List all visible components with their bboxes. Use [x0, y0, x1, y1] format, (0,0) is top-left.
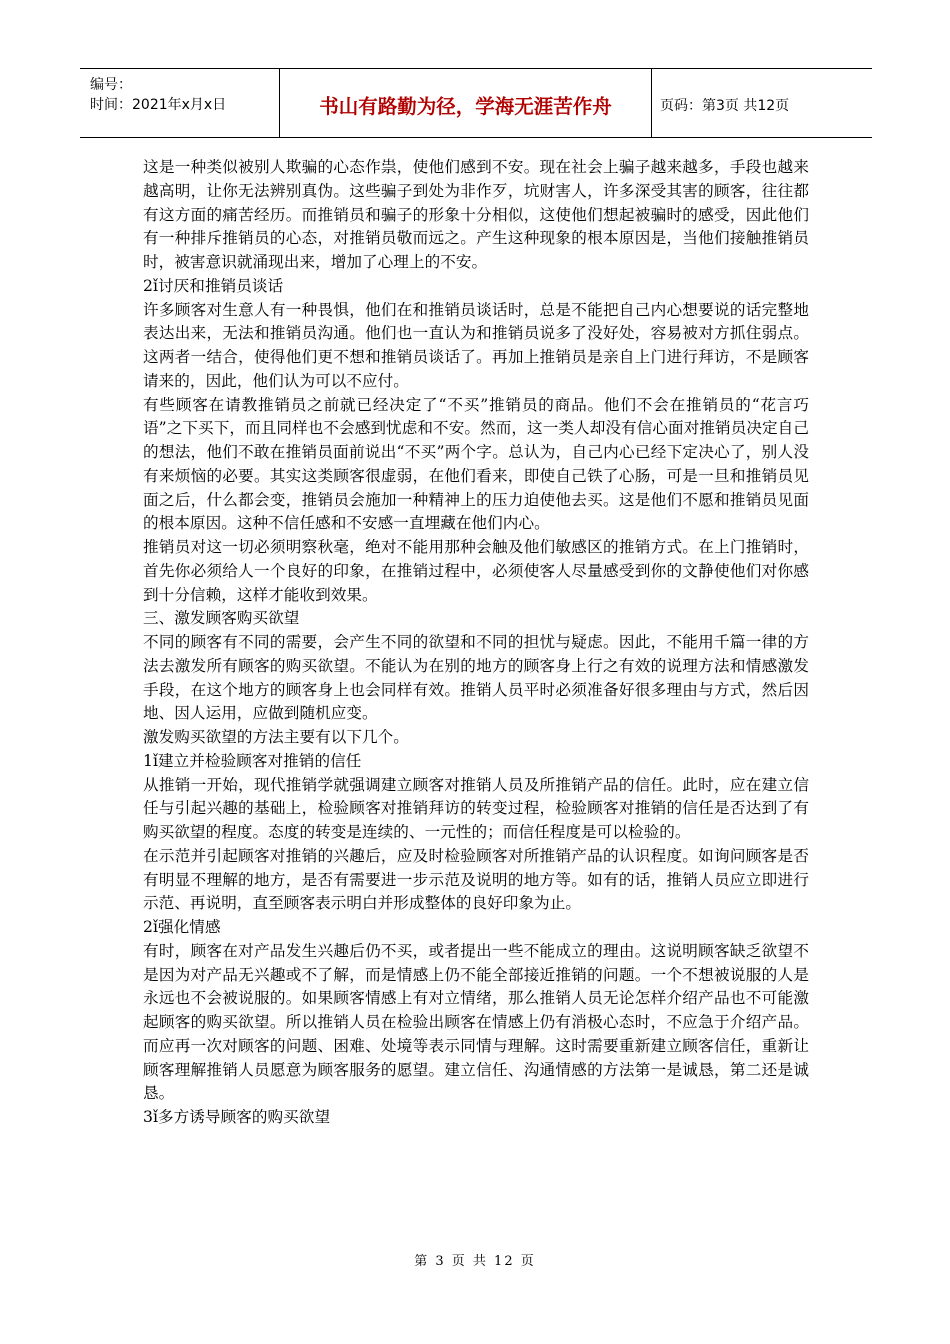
paragraph: 在示范并引起顾客对推销的兴趣后，应及时检验顾客对所推销产品的认识程度。如询问顾客是否有明显不理解的地方，是否有需要进一步示范及说明的地方等。如有的话，推销人员应立即进行示范、再说明，直至顾客表示明白并形成整体的良好印象为止。	[143, 846, 809, 913]
header-page-number: 页码：第3页 共12页	[660, 98, 790, 114]
document-body	[143, 156, 809, 1130]
paragraph: 激发购买欲望的方法主要有以下几个。	[143, 728, 409, 746]
paragraph: 这是一种类似被别人欺骗的心态作祟，使他们感到不安。现在社会上骗子越来越多，手段也越来越高明，让你无法辨别真伪。这些骗子到处为非作歹，坑财害人，许多深受其害的顾客，往往都有这方面的痛苦经历。而推销员和骗子的形象十分相似，这使他们想起被骗时的感受，因此他们有一种排斥推销员的心态，对推销员敬而远之。产生这种现象的根本原因是，当他们接触推销员时，被害意识就涌现出来，增加了心理上的不安。	[143, 158, 809, 271]
header-meta	[80, 69, 280, 137]
page-header	[80, 68, 872, 138]
section-heading: 3ǐ多方诱导顾客的购买欲望	[143, 1108, 331, 1126]
paragraph: 许多顾客对生意人有一种畏惧，他们在和推销员谈话时，总是不能把自己内心想要说的话完整地表达出来，无法和推销员沟通。他们也一直认为和推销员说多了没好处，容易被对方抓住弱点。这两者一结合，使得他们更不想和推销员谈话了。再加上推销员是亲自上门进行拜访，不是顾客请来的，因此，他们认为可以不应付。	[143, 300, 809, 390]
header-motto: 书山有路勤为径，学海无涯苦作舟	[280, 69, 652, 137]
section-heading: 三、激发顾客购买欲望	[143, 609, 300, 628]
document-number-label: 编号：	[90, 77, 132, 93]
paragraph: 推销员对这一切必须明察秋毫，绝对不能用那种会触及他们敏感区的推销方式。在上门推销时，首先你必须给人一个良好的印象，在推销过程中，必须使客人尽量感受到你的文静使他们对你感到十分信赖，这样才能收到效果。	[143, 538, 809, 604]
section-heading: 2ǐ讨厌和推销员谈话	[143, 276, 284, 295]
page-footer: 第 3 页 共 12 页	[414, 1254, 536, 1269]
paragraph: 不同的顾客有不同的需要，会产生不同的欲望和不同的担忧与疑虑。因此，不能用千篇一律的方法去激发所有顾客的购买欲望。不能认为在别的地方的顾客身上行之有效的说理方法和情感激发手段，在这个地方的顾客身上也会同样有效。推销人员平时必须准备好很多理由与方式，然后因地、因人运用，应做到随机应变。	[143, 633, 809, 723]
document-date-label: 时间：2021年x月x日	[90, 97, 227, 113]
paragraph: 有些顾客在请教推销员之前就已经决定了“不买”推销员的商品。他们不会在推销员的“花言巧语”之下买下，而且同样也不会感到忧虑和不安。然而，这一类人却没有信心面对推销员决定自己的想法，他们不敢在推销员面前说出“不买”两个字。总认为，自己内心已经下定决心了，别人没有来烦恼的必要。其实这类顾客很虚弱，在他们看来，即使自己铁了心肠，可是一旦和推销员见面之后，什么都会变，推销员会施加一种精神上的压力迫使他去买。这是他们不愿和推销员见面的根本原因。这种不信任感和不安感一直埋藏在他们内心。	[143, 395, 809, 533]
paragraph: 有时，顾客在对产品发生兴趣后仍不买，或者提出一些不能成立的理由。这说明顾客缺乏欲望不是因为对产品无兴趣或不了解，而是情感上仍不能全部接近推销的问题。一个不想被说服的人是永远也不会被说服的。如果顾客情感上有对立情绪，那么推销人员无论怎样介绍产品也不可能激起顾客的购买欲望。所以推销人员在检验出顾客在情感上仍有消极心态时，不应急于介绍产品。而应再一次对顾客的问题、困难、处境等表示同情与理解。这时需要重新建立顾客信任，重新让顾客理解推销人员愿意为顾客服务的愿望。建立信任、沟通情感的方法第一是诚恳，第二还是诚恳。	[143, 941, 809, 1103]
section-heading: 1ǐ建立并检验顾客对推销的信任	[143, 751, 362, 770]
paragraph: 从推销一开始，现代推销学就强调建立顾客对推销人员及所推销产品的信任。此时，应在建立信任与引起兴趣的基础上，检验顾客对推销拜访的转变过程，检验顾客对推销的信任是否达到了有购买欲望的程度。态度的转变是连续的、一元性的；而信任程度是可以检验的。	[143, 775, 809, 841]
section-heading: 2ǐ强化情感	[143, 918, 221, 936]
